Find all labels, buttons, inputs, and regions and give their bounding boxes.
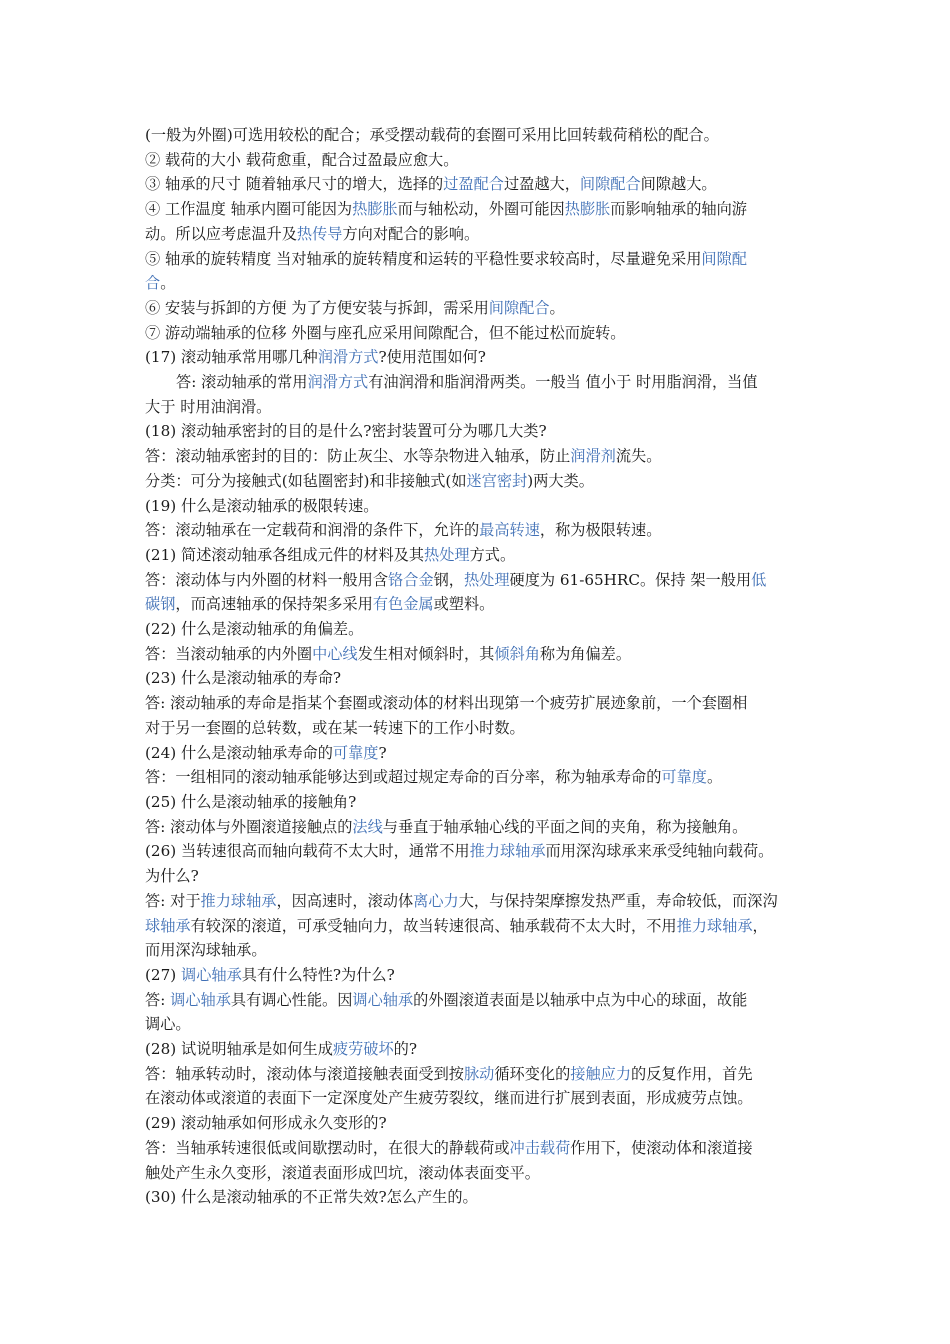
term-link[interactable]: 间隙配 (701, 249, 747, 268)
text-line (145, 1012, 820, 1037)
text-segment: 为什么? (145, 867, 199, 886)
text-segment: (18) 滚动轴承密封的目的是什么?密封装置可分为哪几大类? (145, 422, 547, 441)
text-line (145, 345, 820, 370)
text-segment: (28) 试说明轴承是如何生成 (145, 1040, 333, 1059)
text-segment: 答：当轴承转速很低或间歇摆动时，在很大的静载荷或 (145, 1138, 510, 1157)
text-segment: 答：一组相同的滚动轴承能够达到或超过规定寿命的百分率，称为轴承寿命的 (145, 768, 662, 787)
text-segment: 而与轴松动，外圈可能因 (397, 200, 565, 219)
text-segment: (23) 什么是滚动轴承的寿命? (145, 669, 342, 688)
text-segment: (22) 什么是滚动轴承的角偏差。 (145, 620, 364, 639)
text-line (145, 815, 820, 840)
text-line (145, 938, 820, 963)
term-link[interactable]: 推力球轴承 (200, 891, 277, 910)
text-line (145, 321, 820, 346)
text-segment: 方式。 (469, 545, 516, 564)
text-segment: 触处产生永久变形，滚道表面形成凹坑，滚动体表面变平。 (145, 1163, 540, 1182)
text-line (145, 963, 820, 988)
text-segment: (19) 什么是滚动轴承的极限转速。 (145, 496, 379, 515)
text-segment: ⑦ 游动端轴承的位移 外圈与座孔应采用间隙配合，但不能过松而旋转。 (145, 323, 626, 342)
text-segment: 的外圈滚道表面是以轴承中点为中心的球面，故能 (413, 990, 748, 1009)
text-line (145, 617, 820, 642)
text-segment: 答: 滚动体与外圈滚道接触点的 (145, 817, 353, 836)
term-link[interactable]: 热膨胀 (564, 200, 611, 219)
text-segment: 答: 对于 (145, 891, 201, 910)
term-link[interactable]: 中心线 (312, 644, 358, 663)
text-segment: 。 (706, 768, 723, 787)
text-segment: 大于 时用油润滑。 (145, 397, 272, 416)
text-segment: ⑥ 安装与拆卸的方便 为了方便安装与拆卸，需采用 (145, 298, 489, 317)
text-segment: 答: 滚动轴承的常用 (176, 373, 308, 392)
term-link[interactable]: 铬合金 (388, 570, 434, 589)
text-segment: 而用深沟球轴承。 (145, 941, 267, 960)
text-segment: 作用下，使滚动体和滚道接 (570, 1138, 753, 1157)
text-segment: 答：滚动体与内外圈的材料一般用含 (145, 570, 388, 589)
text-line (145, 1037, 820, 1062)
text-line (145, 1111, 820, 1136)
term-link[interactable]: 球轴承 (145, 916, 191, 935)
text-line (145, 222, 820, 247)
text-line (145, 988, 820, 1013)
term-link[interactable]: 冲击载荷 (509, 1138, 571, 1157)
text-segment: (25) 什么是滚动轴承的接触角? (145, 792, 357, 811)
text-line (145, 765, 820, 790)
term-link[interactable]: 迷宫密封 (466, 471, 528, 490)
text-segment: 。 (549, 298, 565, 317)
term-link[interactable]: 润滑方式 (307, 373, 369, 392)
text-segment: 的? (393, 1040, 417, 1059)
term-link[interactable]: 间隙配合 (579, 175, 641, 194)
term-link[interactable]: 低 (751, 570, 767, 589)
text-line (145, 839, 820, 864)
text-segment: 方向对配合的影响。 (342, 224, 480, 243)
text-line (145, 790, 820, 815)
text-segment: 。 (160, 274, 176, 293)
text-segment: ② 载荷的大小 载荷愈重，配合过盈最应愈大。 (145, 150, 459, 169)
text-segment: 而用深沟球承来承受纯轴向载荷。 (545, 842, 774, 861)
text-segment: (一般为外圈)可选用较松的配合；承受摆动载荷的套圈可采用比回转载荷稍松的配合。 (145, 126, 719, 144)
term-link[interactable]: 热传导 (296, 224, 343, 243)
text-line (145, 148, 820, 173)
term-link[interactable]: 接触应力 (570, 1064, 631, 1083)
text-segment: 间隙越大。 (640, 175, 717, 194)
text-line (145, 123, 820, 148)
text-line (145, 716, 820, 741)
text-line (145, 444, 820, 469)
text-segment: 而影响轴承的轴向游 (610, 200, 747, 219)
text-line (145, 197, 820, 222)
term-link[interactable]: 推力球轴承 (676, 916, 753, 935)
text-segment: 答：轴承转动时，滚动体与滚道接触表面受到按 (145, 1064, 464, 1083)
text-segment: 对于另一套圈的总转数，或在某一转速下的工作小时数。 (145, 718, 525, 737)
text-line (145, 395, 820, 420)
text-line (145, 370, 820, 395)
text-segment: 称为角偏差。 (539, 644, 631, 663)
text-line (145, 691, 820, 716)
text-segment: 具有什么特性?为什么? (241, 965, 395, 984)
term-link[interactable]: 调心轴承 (352, 990, 414, 1009)
text-segment: (17) 滚动轴承常用哪几种 (145, 348, 318, 367)
term-link[interactable]: 可靠度 (661, 768, 707, 787)
text-segment: 或塑料。 (433, 595, 495, 614)
text-segment: (27) (145, 965, 182, 984)
text-line (145, 568, 820, 593)
term-link[interactable]: 润滑方式 (317, 348, 379, 367)
text-segment: 有油润滑和脂润滑两类。一般当 值小于 时用脂润滑，当值 (368, 373, 758, 392)
text-segment: (26) 当转速很高而轴向载荷不太大时，通常不用 (145, 842, 470, 861)
text-line (145, 1161, 820, 1186)
document-body (145, 123, 820, 1210)
text-segment: ?使用范围如何? (378, 348, 486, 367)
text-segment: 答：滚动轴承在一定载荷和润滑的条件下，允许的 (145, 521, 480, 540)
text-line (145, 666, 820, 691)
text-segment: (21) 简述滚动轴承各组成元件的材料及其 (145, 545, 425, 564)
text-line (145, 469, 820, 494)
text-segment: 流失。 (615, 447, 662, 466)
term-link[interactable]: 倾斜角 (494, 644, 540, 663)
term-link[interactable]: 推力球轴承 (469, 842, 546, 861)
term-link[interactable]: 调心轴承 (170, 990, 231, 1009)
text-segment: ③ 轴承的尺寸 随着轴承尺寸的增大，选择的 (145, 175, 444, 194)
term-link[interactable]: 过盈配合 (443, 175, 504, 194)
text-segment: ，因高速时，滚动体 (276, 891, 414, 910)
text-segment: 动。所以应考虑温升及 (145, 224, 297, 243)
text-line (145, 419, 820, 444)
text-segment: 大，与保持架摩擦发热严重，寿命较低，而深沟 (458, 891, 778, 910)
text-line (145, 1086, 820, 1111)
term-link[interactable]: 碳钢 (145, 595, 176, 614)
text-line (145, 864, 820, 889)
term-link[interactable]: 脉动 (463, 1064, 495, 1083)
term-link[interactable]: 热处理 (463, 570, 510, 589)
text-segment: 在滚动体或滚道的表面下一定深度处产生疲劳裂纹，继而进行扩展到表面，形成疲劳点蚀。 (145, 1089, 753, 1108)
term-link[interactable]: 有色金属 (372, 595, 434, 614)
text-segment: 发生相对倾斜时，其 (357, 644, 495, 663)
text-segment: ⑤ 轴承的旋转精度 当对轴承的旋转精度和运转的平稳性要求较高时，尽量避免采用 (145, 249, 702, 268)
text-line (145, 247, 820, 272)
text-segment: 答：滚动轴承密封的目的：防止灰尘、水等杂物进入轴承，防止 (145, 447, 571, 466)
text-segment: 钢， (433, 570, 464, 589)
text-segment: ， (752, 916, 768, 935)
text-segment: ④ 工作温度 轴承内圈可能因为 (145, 200, 353, 219)
term-link[interactable]: 疲劳破坏 (332, 1040, 394, 1059)
text-line (145, 741, 820, 766)
term-link[interactable]: 热膨胀 (352, 200, 398, 219)
term-link[interactable]: 热处理 (424, 545, 470, 564)
text-segment: 调心。 (145, 1015, 191, 1034)
text-segment: 与垂直于轴承轴心线的平面之间的夹角，称为接触角。 (382, 817, 748, 836)
text-segment: (24) 什么是滚动轴承寿命的 (145, 743, 333, 762)
text-segment: 答: (145, 990, 171, 1009)
term-link[interactable]: 间隙配合 (488, 298, 550, 317)
text-segment: )两大类。 (527, 471, 594, 490)
text-segment: 的反复作用，首先 (631, 1064, 753, 1083)
text-segment: 循环变化的 (494, 1064, 571, 1083)
text-segment: 具有调心性能。因 (230, 990, 353, 1009)
term-link[interactable]: 离心力 (413, 891, 459, 910)
text-segment: (29) 滚动轴承如何形成永久变形的? (145, 1114, 387, 1133)
term-link[interactable]: 润滑剂 (570, 447, 616, 466)
text-segment: 答: 滚动轴承的寿命是指某个套圈或滚动体的材料出现第一个疲劳扩展迹象前，一个套圈相 (145, 694, 748, 713)
text-segment: ，而高速轴承的保持架多采用 (175, 595, 373, 614)
term-link[interactable]: 最高转速 (479, 521, 540, 540)
text-line (145, 1136, 820, 1161)
text-line (145, 296, 820, 321)
text-line (145, 914, 820, 939)
text-line (145, 543, 820, 568)
text-line (145, 494, 820, 519)
text-line (145, 1185, 820, 1210)
text-line (145, 271, 820, 296)
term-link[interactable]: 合 (145, 274, 161, 293)
text-line (145, 1062, 820, 1087)
text-line (145, 518, 820, 543)
term-link[interactable]: 可靠度 (332, 743, 379, 762)
text-line (145, 592, 820, 617)
text-segment: ，称为极限转速。 (539, 521, 662, 540)
text-segment: 答：当滚动轴承的内外圈 (145, 644, 313, 663)
text-segment: 过盈越大， (503, 175, 580, 194)
text-segment: 硬度为 61-65HRC。保持 架一般用 (509, 570, 752, 589)
text-line (145, 889, 820, 914)
term-link[interactable]: 调心轴承 (181, 965, 242, 984)
text-segment: 有较深的滚道，可承受轴向力，故当转速很高、轴承载荷不太大时，不用 (190, 916, 677, 935)
text-segment: 分类：可分为接触式(如毡圈密封)和非接触式(如 (145, 471, 467, 490)
text-segment: ? (378, 743, 387, 762)
term-link[interactable]: 法线 (352, 817, 383, 836)
text-line (145, 642, 820, 667)
text-line (145, 172, 820, 197)
text-segment: (30) 什么是滚动轴承的不正常失效?怎么产生的。 (145, 1188, 478, 1207)
